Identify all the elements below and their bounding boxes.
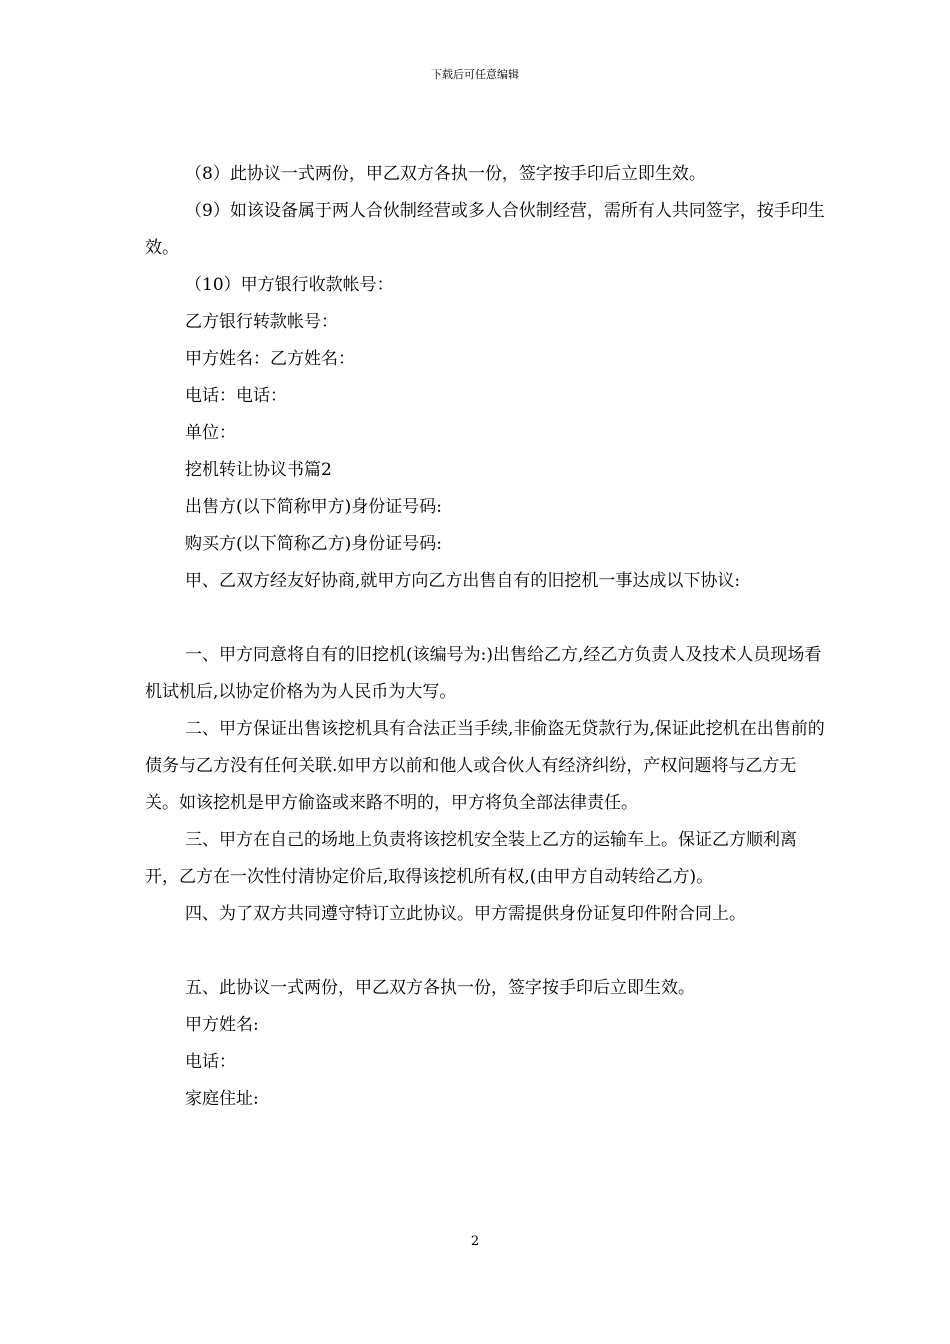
seller-name-line: 甲方姓名: — [185, 1015, 259, 1035]
seller-address-line: 家庭住址: — [185, 1089, 259, 1109]
party-phones: 电话：电话： — [185, 386, 287, 406]
buyer-id-line: 购买方(以下简称乙方)身份证号码: — [185, 534, 442, 554]
seller-phone-line: 电话： — [185, 1052, 236, 1072]
article-4: 四、为了双方共同遵守特订立此协议。甲方需提供身份证复印件附合同上。 — [185, 904, 746, 924]
clause-8: （8）此协议一式两份，甲乙双方各执一份，签字按手印后立即生效。 — [185, 164, 706, 184]
page-number: 2 — [470, 1234, 480, 1249]
section-title: 挖机转让协议书篇2 — [185, 460, 332, 480]
agreement-intro: 甲、乙双方经友好协商,就甲方向乙方出售自有的旧挖机一事达成以下协议: — [185, 571, 741, 591]
buyer-bank-account: 乙方银行转款帐号： — [185, 312, 338, 332]
document-body — [145, 156, 825, 1118]
article-5: 五、此协议一式两份，甲乙双方各执一份，签字按手印后立即生效。 — [185, 978, 695, 998]
page-header: 下载后可任意编辑 — [431, 68, 519, 81]
seller-id-line: 出售方(以下简称甲方)身份证号码: — [185, 497, 442, 517]
clause-9: （9）如该设备属于两人合伙制经营或多人合伙制经营，需所有人共同签字，按手印生效。 — [145, 201, 825, 258]
clause-10: （10）甲方银行收款帐号： — [185, 275, 394, 295]
party-names: 甲方姓名：乙方姓名： — [185, 349, 355, 369]
article-1: 一、甲方同意将自有的旧挖机(该编号为:)出售给乙方,经乙方负责人及技术人员现场看机试机后,以协定价格为为人民币为大写。 — [145, 645, 822, 702]
employer-line: 单位： — [185, 423, 236, 443]
article-2: 二、甲方保证出售该挖机具有合法正当手续,非偷盗无贷款行为,保证此挖机在出售前的债务与乙方没有任何关联.如甲方以前和他人或合伙人有经济纠纷，产权问题将与乙方无关。如该挖机是甲方偷盗或来路不明的，甲方将负全部法律责任。 — [145, 719, 825, 813]
article-3: 三、甲方在自己的场地上负责将该挖机安全装上乙方的运输车上。保证乙方顺利离开，乙方在一次性付清协定价后,取得该挖机所有权,(由甲方自动转给乙方)。 — [145, 830, 797, 887]
